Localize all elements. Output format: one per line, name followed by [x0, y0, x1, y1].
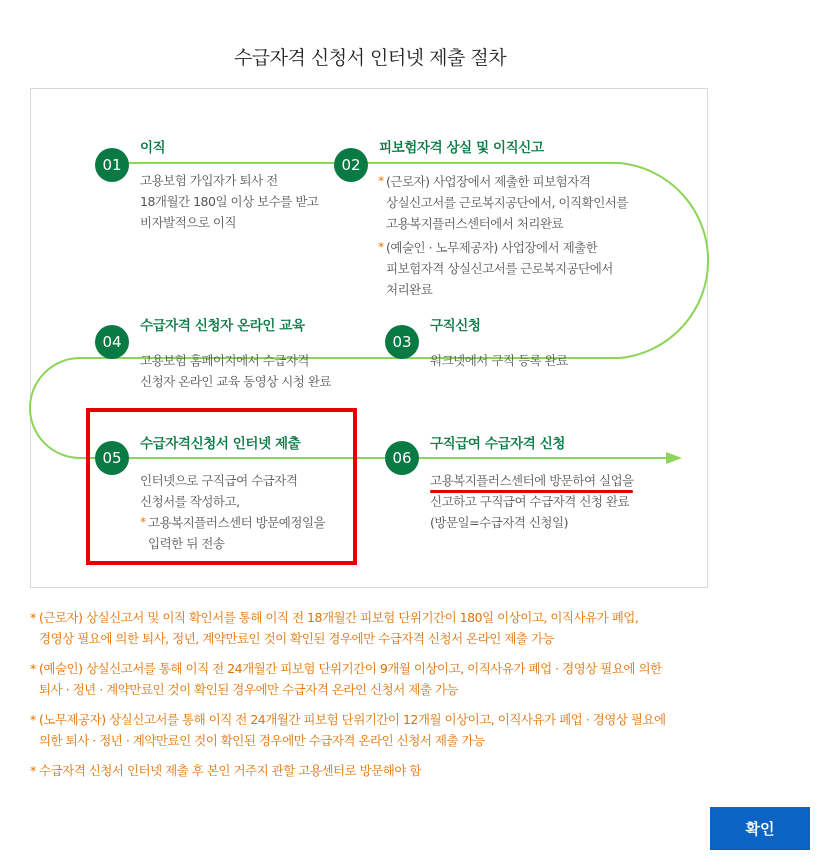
step-05-title: 수급자격신청서 인터넷 제출 [140, 436, 301, 452]
step-02-number: 02 [334, 148, 368, 182]
step-02-note [378, 171, 628, 234]
step-02-line: 고용복지플러스센터에서 처리완료 [386, 216, 564, 231]
step-02-line: 피보험자격 상실신고서를 근로복지공단에서 [386, 261, 613, 276]
step-02-line: * (근로자) 사업장에서 제출한 피보험자격 [386, 174, 591, 189]
step-01-number: 01 [95, 148, 129, 182]
step-02-line: 상실신고서를 근로복지공단에서, 이직확인서를 [386, 195, 628, 210]
step-03-description [430, 350, 568, 371]
footnote-line: 경영상 필요에 의한 퇴사, 정년, 계약만료인 것이 확인된 경우에만 수급자격 신청서 온라인 제출 가능 [39, 631, 555, 646]
confirm-button[interactable]: 확인 [710, 807, 810, 850]
footnote-line: * (노무제공자) 상실신고서를 통해 이직 전 24개월간 피보험 단위기간이 12개월 이상이고, 이직사유가 폐업 · 경영상 필요에 [39, 712, 666, 727]
step-05-line: * 고용복지플러스센터 방문예정일을 [148, 515, 326, 530]
step-02-line: 처리완료 [386, 282, 433, 297]
step-05-highlight-box [86, 408, 357, 565]
footnotes [30, 607, 730, 790]
step-04-description [140, 350, 331, 392]
step-01-description [140, 170, 318, 233]
step-05-line: 인터넷으로 구직급여 수급자격 [140, 473, 298, 488]
footnote-item [30, 658, 730, 700]
step-06-line: (방문일=수급자격 신청일) [430, 515, 568, 530]
step-06-line: 신고하고 구직급여 수급자격 신청 완료 [430, 494, 630, 509]
step-02-description [378, 171, 628, 300]
step-04-line: 신청자 온라인 교육 동영상 시청 완료 [140, 374, 331, 389]
step-04-title: 수급자격 신청자 온라인 교육 [140, 318, 305, 334]
step-01-line: 고용보험 가입자가 퇴사 전 [140, 173, 278, 188]
footnote-line: * (근로자) 상실신고서 및 이직 확인서를 통해 이직 전 18개월간 피보험 단위기간이 180일 이상이고, 이직사유가 폐업, [39, 610, 639, 625]
page-title: 수급자격 신청서 인터넷 제출 절차 [233, 47, 507, 69]
footnote-item [30, 607, 730, 649]
footnote-line: 의한 퇴사 · 정년 · 계약만료인 것이 확인된 경우에만 수급자격 온라인 신청서 제출 가능 [39, 733, 485, 748]
step-03-number: 03 [385, 325, 419, 359]
step-02-title: 피보험자격 상실 및 이직신고 [379, 140, 544, 156]
step-01-title: 이직 [140, 140, 166, 156]
step-02-line: * (예술인 · 노무제공자) 사업장에서 제출한 [386, 240, 598, 255]
step-06-description [430, 470, 634, 533]
step-02-note [378, 237, 628, 300]
step-06-number: 06 [385, 441, 419, 475]
step-05-line: 신청서를 작성하고, [140, 494, 240, 509]
step-06-underline [430, 490, 633, 493]
footnote-line: * (예술인) 상실신고서를 통해 이직 전 24개월간 피보험 단위기간이 9개월 이상이고, 이직사유가 폐업 · 경영상 필요에 의한 [39, 661, 662, 676]
step-05-number: 05 [95, 441, 129, 475]
step-03-title: 구직신청 [430, 318, 481, 334]
flow-arrow-icon [666, 452, 682, 464]
step-06-line: 고용복지플러스센터에 방문하여 실업을 [430, 473, 634, 488]
step-01-line: 18개월간 180일 이상 보수를 받고 [140, 194, 319, 209]
step-01-line: 비자발적으로 이직 [140, 215, 237, 230]
step-04-line: 고용보험 홈페이지에서 수급자격 [140, 353, 309, 368]
footnote-line: 퇴사 · 정년 · 계약만료인 것이 확인된 경우에만 수급자격 온라인 신청서 제출 가능 [39, 682, 459, 697]
footnote-item [30, 760, 730, 781]
step-06-title: 구직급여 수급자격 신청 [430, 436, 566, 452]
footnote-item [30, 709, 730, 751]
step-03-line: 워크넷에서 구직 등록 완료 [430, 353, 568, 368]
step-05-line: 입력한 뒤 전송 [148, 536, 225, 551]
footnote-line: * 수급자격 신청서 인터넷 제출 후 본인 거주지 관할 고용센터로 방문해야 함 [39, 763, 421, 778]
step-04-number: 04 [95, 325, 129, 359]
